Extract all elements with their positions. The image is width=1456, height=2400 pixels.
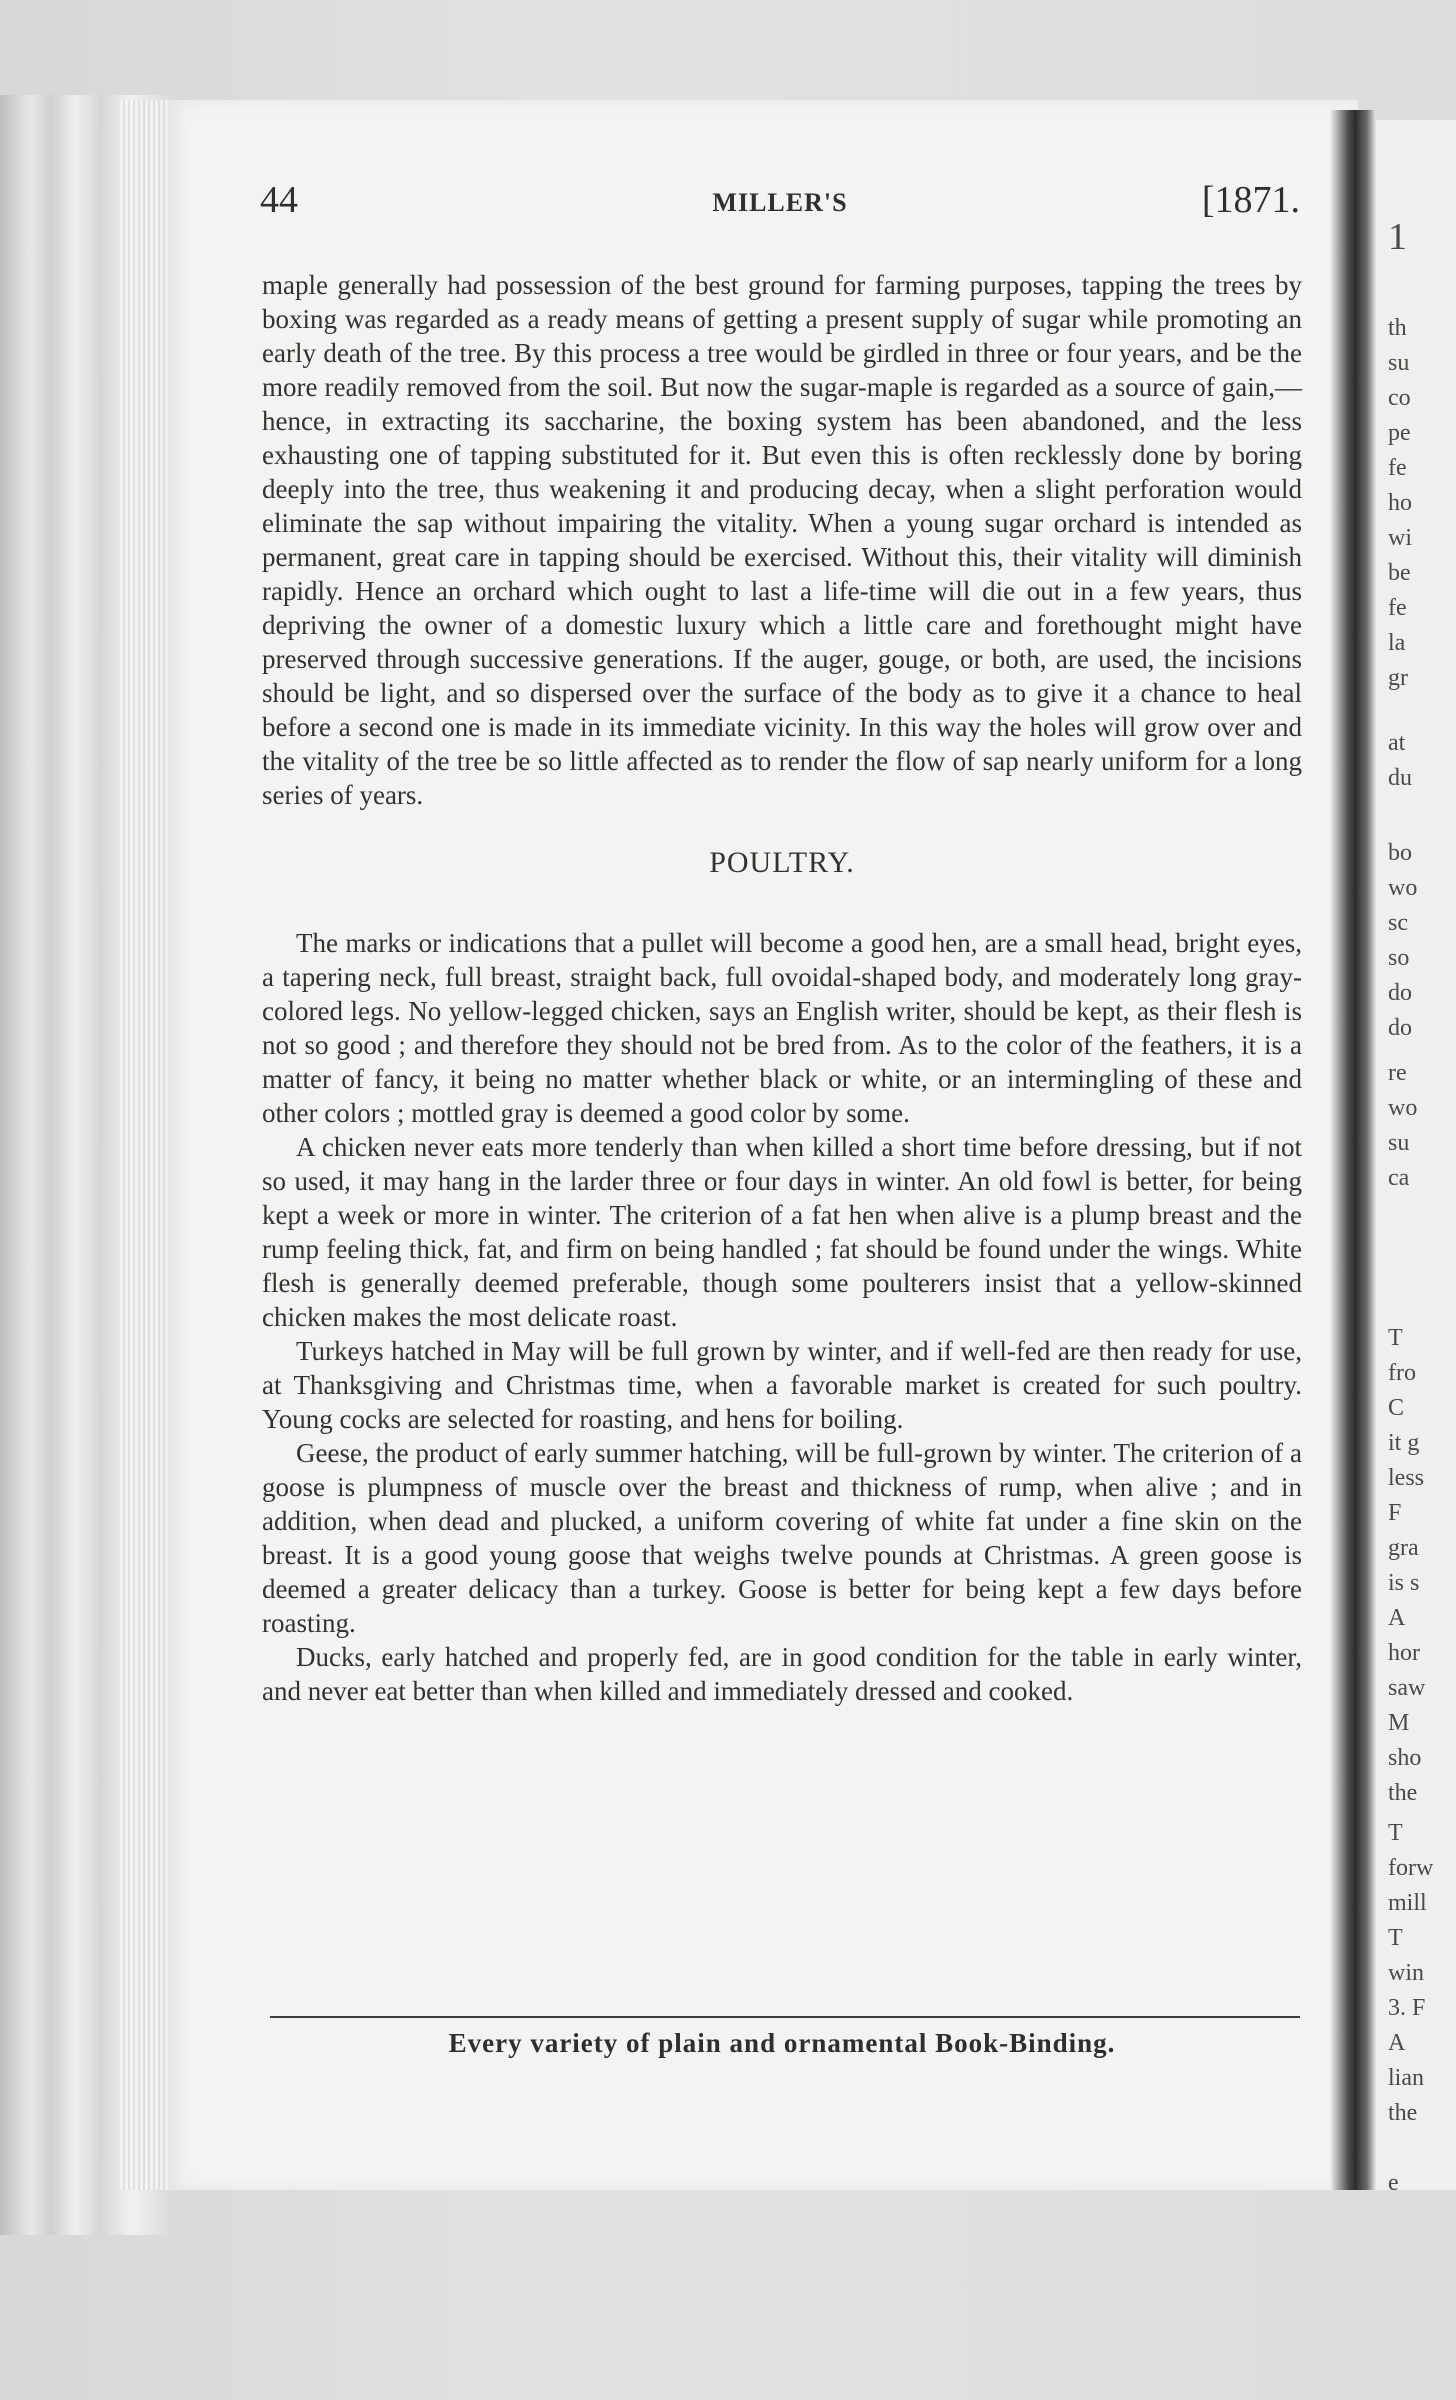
poultry-paragraph: Turkeys hatched in May will be full grown by winter, and if well-fed are then ready for use, at Thanksgiving and Christmas time, when a favorable market is created for such poultry. Young cocks are selected for roasting, and hens for boiling. xyxy=(262,1336,1302,1434)
poultry-paragraph: Geese, the product of early summer hatching, will be full-grown by winter. The criterion of a goose is plumpness of muscle over the breast and thickness of rump, when alive ; and in addition, when dead and plucked, a uniform covering of white fat under a fine skin on the breast. It is a good young goose that weighs twelve pounds at Christmas. A green goose is deemed a greater delicacy than a turkey. Goose is better for being kept a few days before roasting. xyxy=(262,1438,1302,1638)
section-title: POULTRY. xyxy=(709,846,855,879)
facing-page-fragment: la xyxy=(1388,630,1406,656)
facing-page-fragment: T xyxy=(1388,1325,1403,1351)
intro-paragraph: maple generally had possession of the best ground for farming purposes, tapping the trees by boxing was regarded as a ready means of getting a present supply of sugar while promoting an early death of the tree. By this process a tree would be girdled in three or four years, and be the more readily removed from the soil. But now the sugar-maple is regarded as a source of gain,—hence, in extracting its saccharine, the boxing system has been abandoned, and the less exhausting one of tapping substituted for it. But even this is often recklessly done by boring deeply into the tree, thus weakening it and producing decay, when a slight perforation would eliminate the sap without impairing the vitality. When a young sugar orchard is intended as permanent, great care in tapping should be exercised. Without this, their vitality will diminish rapidly. Hence an orchard which ought to last a life-time will die out in a few years, thus depriving the owner of a domestic luxury which a little care and forethought might have preserved through successive generations. If the auger, gouge, or both, are used, the incisions should be light, and so dispersed over the surface of the body as to give it a chance to heal before a second one is made in its immediate vicinity. In this way the holes will grow over and the vitality of the tree be so little affected as to render the flow of sap nearly uniform for a long series of years. xyxy=(262,270,1302,810)
facing-page-fragment: mill xyxy=(1388,1890,1427,1916)
facing-page-fragment: 3. F xyxy=(1388,1995,1426,2021)
poultry-paragraph: Ducks, early hatched and properly fed, are in good condition for the table in early winter, and never eat better than when killed and immediately dressed and cooked. xyxy=(262,1642,1302,1706)
facing-page-fragment: fe xyxy=(1388,595,1407,621)
facing-page-edge xyxy=(1376,120,1456,2190)
facing-page-fragment: be xyxy=(1388,560,1411,586)
facing-page-fragment: wo xyxy=(1388,1095,1418,1121)
page-header xyxy=(260,178,1300,228)
facing-page-fragment: the xyxy=(1388,2100,1418,2126)
facing-page-fragment: sc xyxy=(1388,910,1408,936)
facing-page-fragment: bo xyxy=(1388,840,1412,866)
facing-page-fragment: the xyxy=(1388,1780,1418,1806)
facing-page-fragment: C xyxy=(1388,1395,1405,1421)
facing-page-fragment: fe xyxy=(1388,455,1407,481)
facing-page-fragment: ca xyxy=(1388,1165,1410,1191)
facing-page-fragment: pe xyxy=(1388,420,1411,446)
page-edges xyxy=(120,100,172,2190)
facing-page-fragment: saw xyxy=(1388,1675,1426,1701)
facing-page-fragment: lian xyxy=(1388,2065,1424,2091)
facing-page-fragment: T xyxy=(1388,1820,1403,1846)
facing-page-fragment: A xyxy=(1388,1605,1406,1631)
facing-page-fragment: it g xyxy=(1388,1430,1420,1456)
facing-page-fragment: M xyxy=(1388,1710,1410,1736)
facing-page-fragment: less xyxy=(1388,1465,1424,1491)
facing-page-fragment: is s xyxy=(1388,1570,1420,1596)
facing-page-fragment: su xyxy=(1388,1130,1410,1156)
facing-page-fragment: fro xyxy=(1388,1360,1416,1386)
facing-page-fragment: wi xyxy=(1388,525,1412,551)
facing-page-fragment: th xyxy=(1388,315,1407,341)
footer-rule xyxy=(270,2016,1300,2018)
facing-page-fragment: co xyxy=(1388,385,1411,411)
facing-page-fragment: F xyxy=(1388,1500,1402,1526)
facing-page-fragment: su xyxy=(1388,350,1410,376)
facing-page-fragment: hor xyxy=(1388,1640,1420,1666)
facing-page-fragment: e xyxy=(1388,2170,1399,2190)
facing-page-fragment: at xyxy=(1388,730,1406,756)
poultry-paragraph: A chicken never eats more tenderly than when killed a short time before dressing, but if not so used, it may hang in the larder three or four days in winter. An old fowl is better, for being kept a week or more in winter. The criterion of a fat hen when alive is a plump breast and the rump feeling thick, fat, and firm on being handled ; fat should be found under the wings. White flesh is generally deemed preferable, though some poulterers insist that a yellow-skinned chicken makes the most delicate roast. xyxy=(262,1132,1302,1332)
facing-page-fragment: forw xyxy=(1388,1855,1434,1881)
facing-page-fragment: gra xyxy=(1388,1535,1419,1561)
facing-page-fragment: do xyxy=(1388,1015,1412,1041)
facing-page-fragment: sho xyxy=(1388,1745,1422,1771)
book-gutter xyxy=(1330,110,1376,2190)
facing-page-fragment: ho xyxy=(1388,490,1412,516)
facing-page-fragment: win xyxy=(1388,1960,1424,1986)
facing-page-fragment: gr xyxy=(1388,665,1408,691)
running-title: MILLER'S xyxy=(712,188,848,217)
facing-page-fragment: re xyxy=(1388,1060,1407,1086)
page-year: [1871. xyxy=(1201,179,1300,221)
facing-page-fragment: A xyxy=(1388,2030,1406,2056)
facing-page-fragment: wo xyxy=(1388,875,1418,901)
page-body xyxy=(262,268,1302,1708)
page-number: 44 xyxy=(260,179,298,221)
facing-page-fragment: do xyxy=(1388,980,1412,1006)
footer-advertisement: Every variety of plain and ornamental Book-Binding. xyxy=(448,2028,1116,2058)
facing-page-fragment: so xyxy=(1388,945,1410,971)
facing-page-fragment: du xyxy=(1388,765,1412,791)
poultry-paragraph: The marks or indications that a pullet will become a good hen, are a small head, bright eyes, a tapering neck, full breast, straight back, full ovoidal-shaped body, and moderately long gray-colored legs. No yellow-legged chicken, says an English writer, should be kept, as their flesh is not so good ; and therefore they should not be bred from. As to the color of the feathers, it is a matter of fancy, it being no matter whether black or white, or an intermingling of these and other colors ; mottled gray is deemed a good color by some. xyxy=(262,928,1302,1128)
facing-page-fragment: 1 xyxy=(1388,216,1407,258)
facing-page-fragment: T xyxy=(1388,1925,1403,1951)
